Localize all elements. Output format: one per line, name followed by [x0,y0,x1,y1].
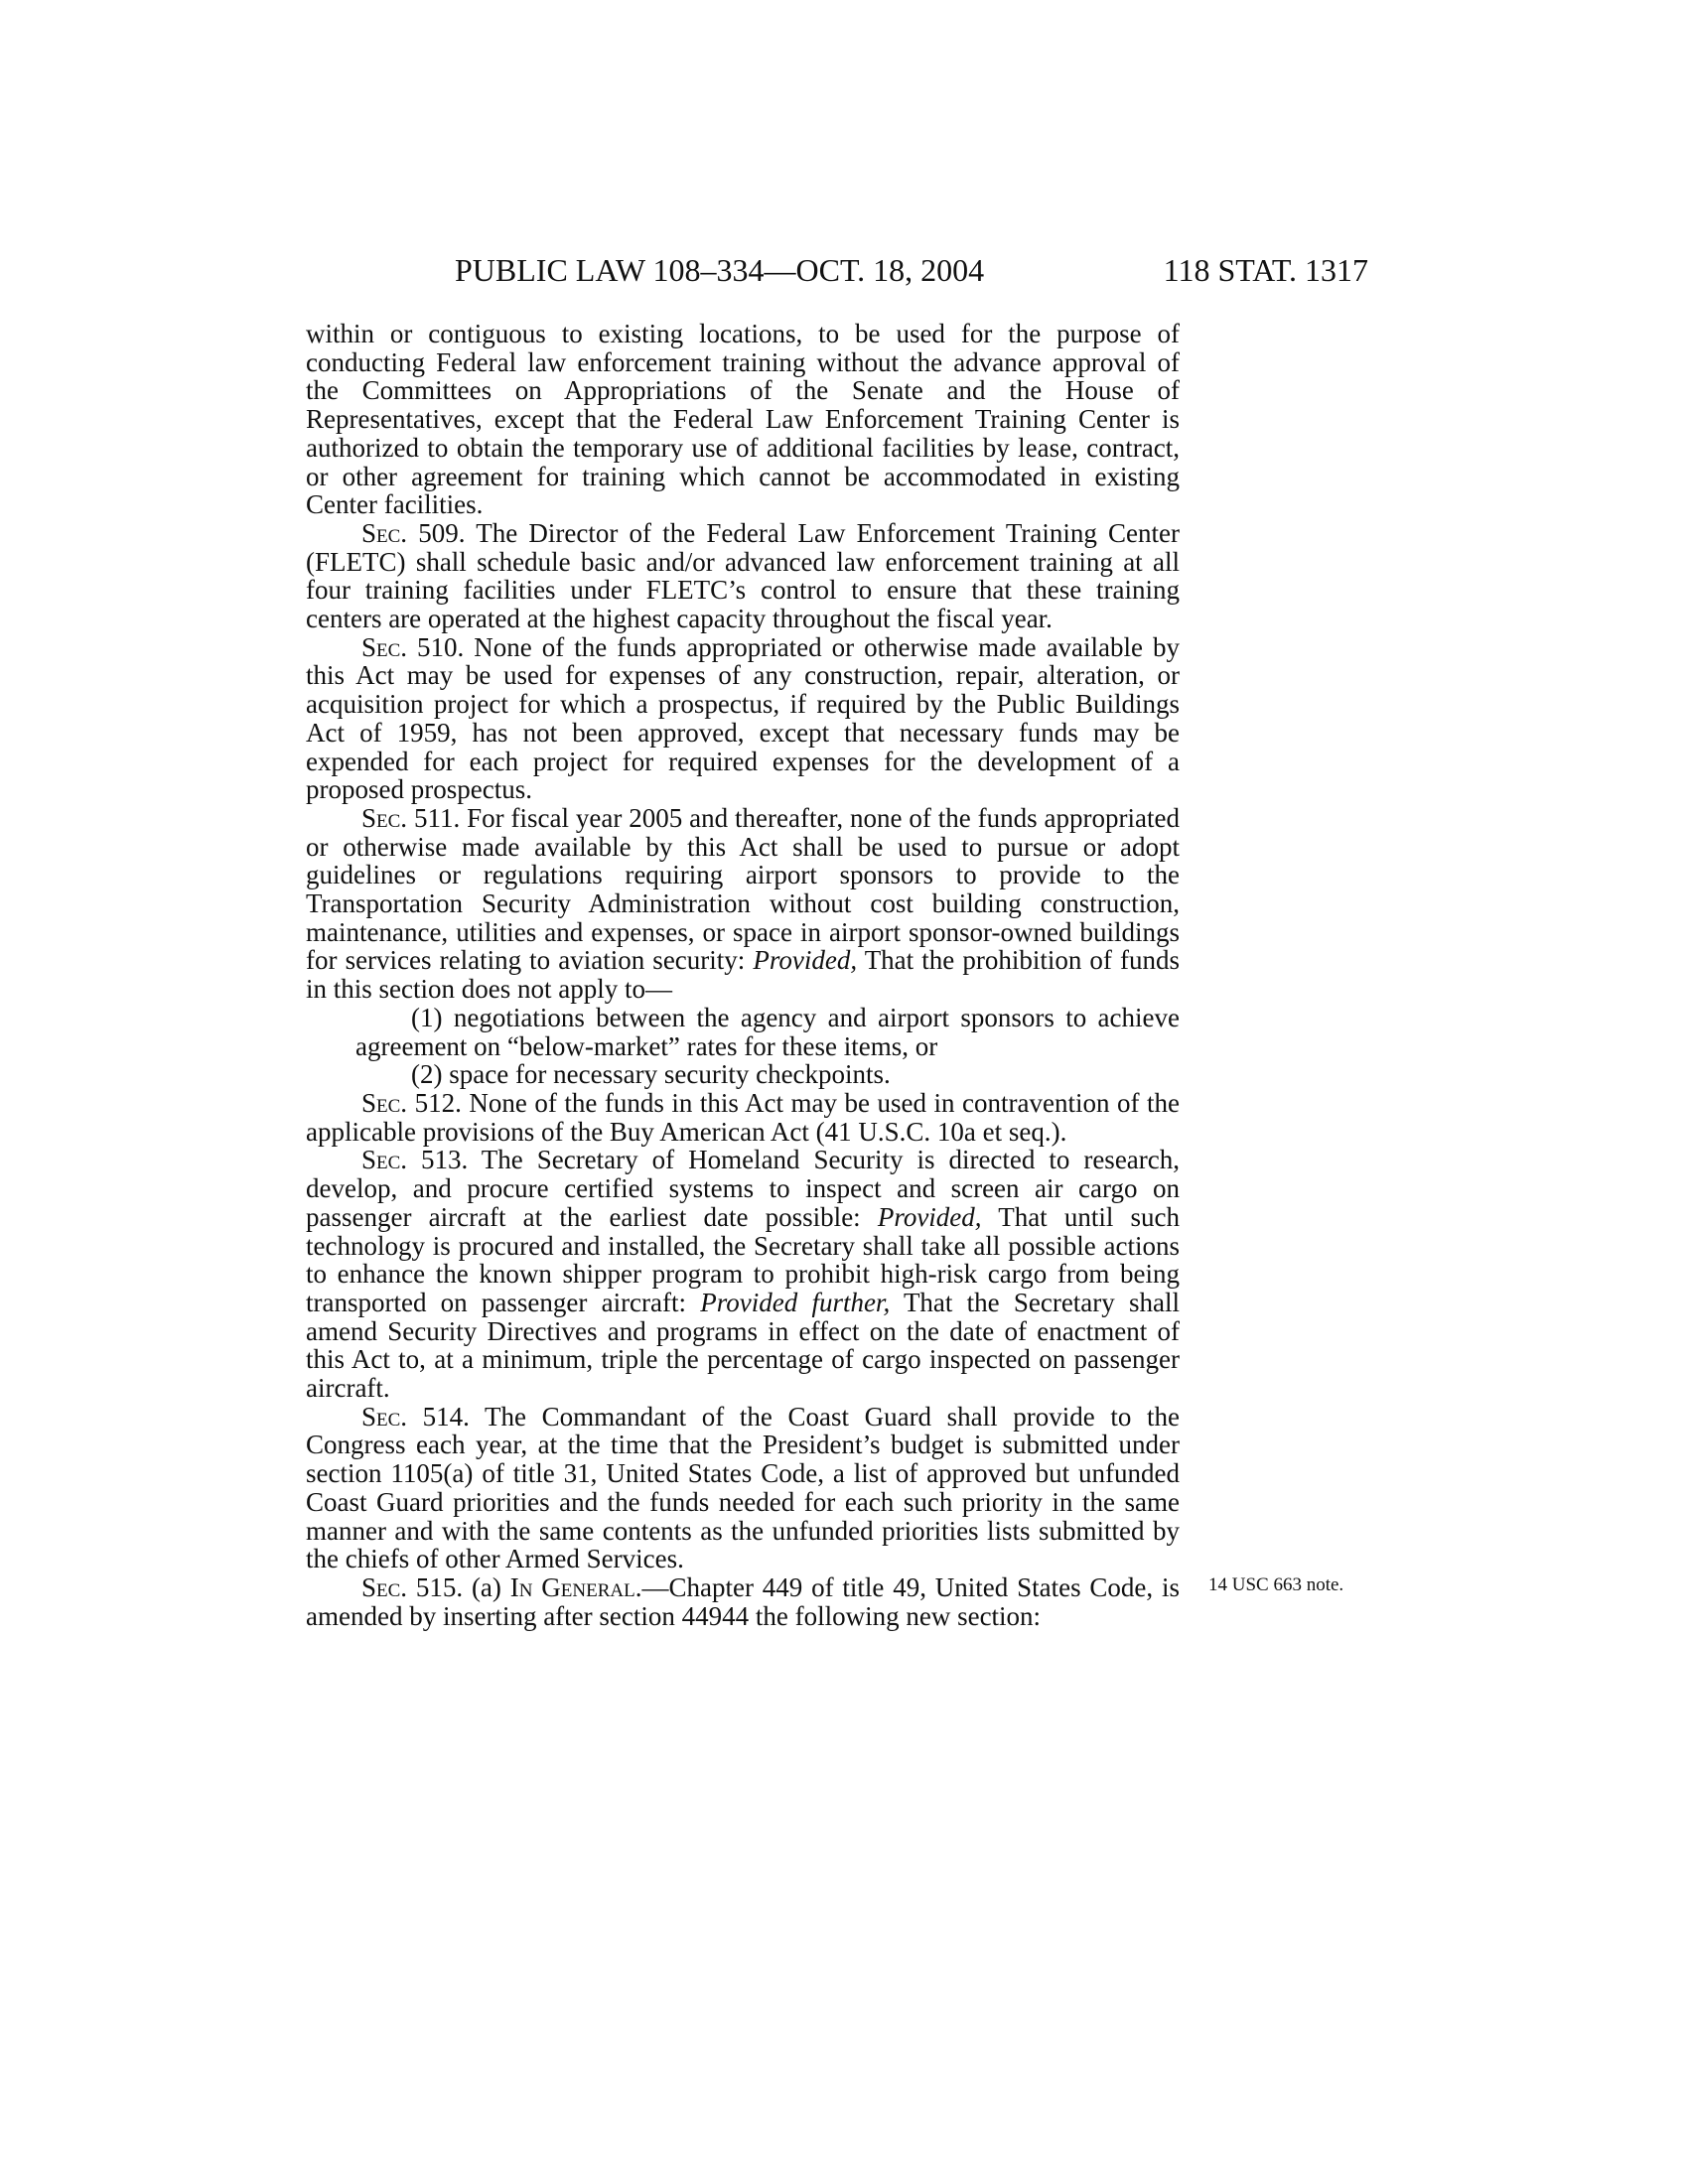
section-511-item-2: (2) space for necessary security checkpoints. [411,1059,891,1090]
provided-proviso: Provided, [753,945,858,976]
section-511 [306,804,1180,1004]
sec-label: Sec [361,631,401,662]
sec-number: . 509. [400,517,466,548]
provided-further-proviso: Provided further, [700,1287,891,1317]
sec-number: . 513. [400,1145,469,1175]
sec-number: . 511. [400,802,461,833]
section-509 [306,519,1180,633]
section-511-item-1: (1) negotiations between the agency and airport sponsors to achieve agreement on “below-market” rates for these items, or [355,1002,1180,1061]
section-513 [306,1146,1180,1402]
margin-note: 14 USC 663 note. [1208,1574,1344,1595]
sec-label: Sec [361,802,401,833]
sec-text: The Secretary of Homeland Security is directed to research, develop, and procure certified systems to inspect and screen air cargo on passenger aircraft at the earliest date possible: [306,1145,1181,1232]
sec-number: . 514. [400,1401,470,1432]
sec-text: For fiscal year 2005 and thereafter, none of the funds appropriated or otherwise made available by this Act shall be used to pursue or adopt guidelines or regulations requiring airport sponsors to provide to the Transportation Security Administration without cost building construction, maintenance, utilities and expenses, or space in airport sponsor-owned buildings for services relating to aviation security: [306,802,1180,976]
section-514 [306,1403,1180,1573]
sec-label: Sec [361,1145,401,1175]
sec-label: Sec [361,517,401,548]
sec-text: That the Secretary shall amend Security Directives and programs in effect on the date of enactment of this Act to, at a minimum, triple the percentage of cargo inspected on passenger aircraft. [306,1287,1180,1404]
sec-number: . 515. (a) [400,1571,510,1602]
page-header [306,248,1368,292]
continuation-paragraph: within or contiguous to existing locations, to be used for the purpose of conducting Federal law enforcement training without the advance approval of the Committees on Appropriations of the Senate and the House of Representatives, except that the Federal Law Enforcement Training Center is authorized to obtain the temporary use of additional facilities by lease, contract, or other agreement for training which cannot be accommodated in existing Center facilities. [306,319,1180,520]
running-head: PUBLIC LAW 108–334—OCT. 18, 2004 [455,252,985,288]
subsection-heading: In General [509,1571,635,1602]
sec-text: That until such technology is procured and installed, the Secretary shall take all possible actions to enhance the known shipper program to prohibit high-risk cargo from being transported on passenger aircraft: [306,1201,1180,1317]
sec-text: None of the funds appropriated or otherwise made available by this Act may be used for expenses of any construction, repair, alteration, or acquisition project for which a prospectus, if required by the Public Buildings Act of 1959, has not been approved, except that necessary funds may be expended for each project for required expenses for the development of a proposed prospectus. [306,631,1181,805]
sec-text: .—Chapter 449 of title 49, United States Code, is amended by inserting after section 44944 the following new section: [306,1571,1180,1631]
sec-number: . 510. [400,631,465,662]
law-text [306,320,1180,1630]
sec-label: Sec [361,1571,401,1602]
sec-text: The Director of the Federal Law Enforcement Training Center (FLETC) shall schedule basic and/or advanced law enforcement training at all four training facilities under FLETC’s control to ensure that these training centers are operated at the highest capacity throughout the fiscal year. [306,517,1181,634]
sec-label: Sec [361,1087,401,1118]
sec-text: None of the funds in this Act may be used in contravention of the applicable provisions of the Buy American Act (41 U.S.C. 10a et seq.). [306,1087,1180,1147]
section-515 [306,1573,1180,1630]
stat-page-number: 118 STAT. 1317 [1163,252,1368,288]
section-510 [306,633,1180,804]
sec-text: The Commandant of the Coast Guard shall provide to the Congress each year, at the time that the President’s budget is submitted under section 1105(a) of title 31, United States Code, a list of approved but unfunded Coast Guard priorities and the funds needed for each such priority in the same manner and with the same contents as the unfunded priorities lists submitted by the chiefs of other Armed Services. [306,1401,1180,1574]
sec-text: That the prohibition of funds in this section does not apply to— [306,945,1180,1005]
sec-number: . 512. [400,1087,462,1118]
sec-label: Sec [361,1401,401,1432]
provided-proviso: Provided, [877,1201,982,1232]
section-512 [306,1089,1180,1146]
